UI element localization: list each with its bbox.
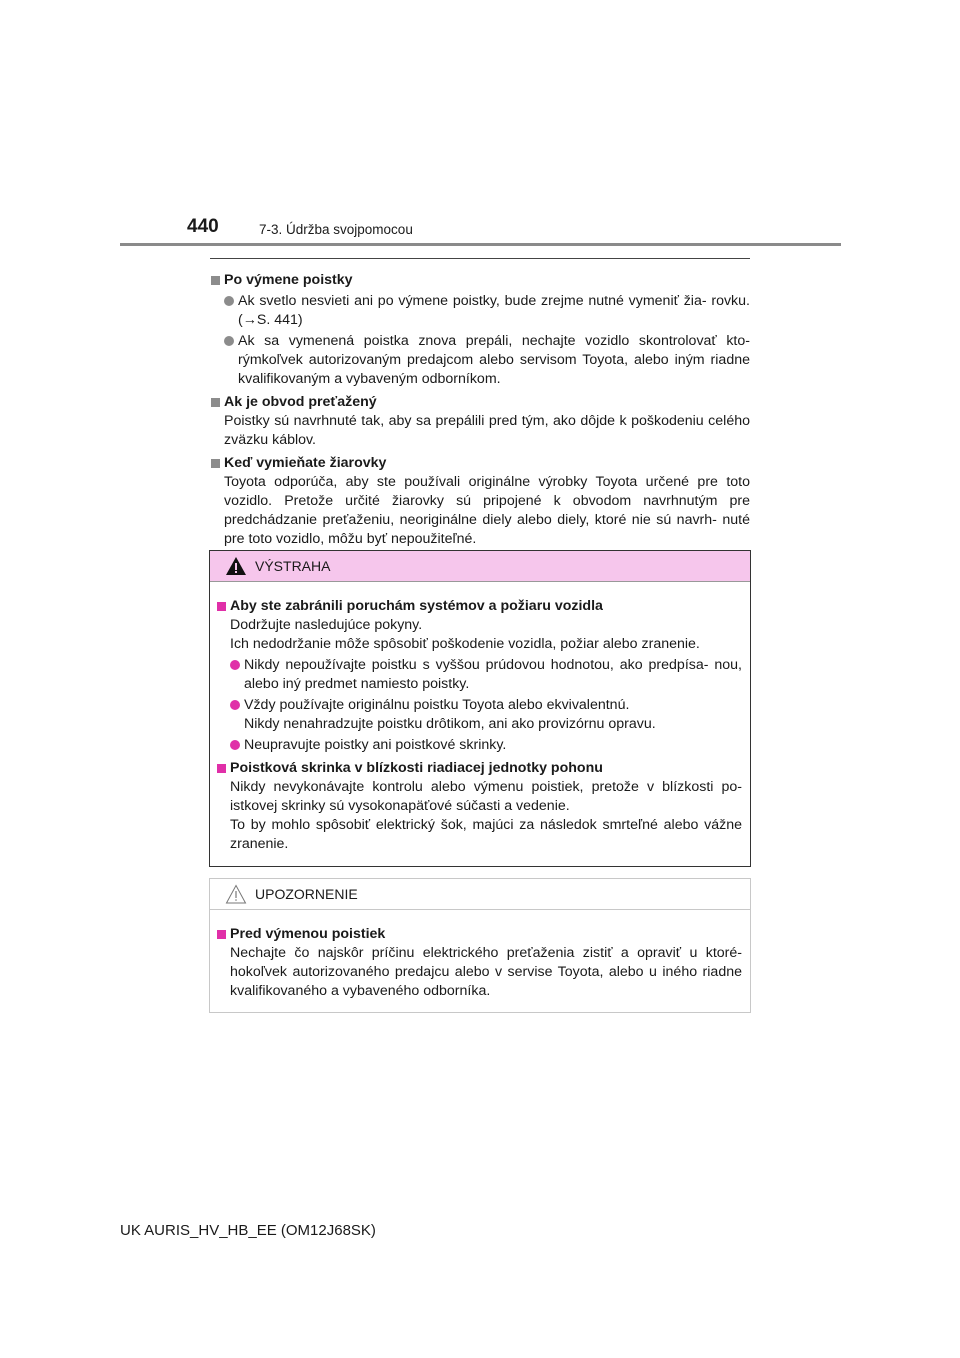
paragraph: Toyota odporúča, aby ste používali originálne výrobky Toyota určené pre toto vozidlo. Pretože určité žiarovky sú pripojené k obvodom navrhnutým pre predchádzanie preťaženiu, neoriginálne diely alebo diely, ktoré nie sú navrh- nuté pre toto vozidlo, môžu byť nepoužiteľné.	[224, 474, 750, 547]
bullet-item: Nikdy nepoužívajte poistku s vyššou prúdovou hodnotou, ako predpísa- nou, alebo iný predmet namiesto poistky.	[216, 656, 742, 694]
bullet-line: Vždy používajte originálnu poistku Toyota alebo ekvivalentnú.	[244, 697, 630, 713]
header-rule	[120, 243, 841, 246]
paragraph: Nechajte čo najskôr príčinu elektrického preťaženia zistiť a opraviť u ktoré- hokoľvek autorizovaného predajcu alebo v servise Toyota, alebo u iného riadne kvalifikovaného a vybaveného odborníka.	[230, 945, 742, 999]
paragraph: To by mohlo spôsobiť elektrický šok, majúci za následok smrteľné alebo vážne zranenie.	[230, 817, 742, 852]
bullet-item: Neupravujte poistky ani poistkové skrinky.	[216, 736, 742, 755]
warning-body	[210, 582, 750, 854]
notice-body	[210, 910, 750, 1001]
bullet-line: Nikdy nenahradzujte poistku drôtikom, ani ako provizórnu opravu.	[244, 716, 656, 732]
page-header	[120, 216, 840, 246]
warning-box	[209, 550, 751, 867]
paragraph: Dodržujte nasledujúce pokyny.	[230, 617, 423, 633]
bullet-item: Ak sa vymenená poistka znova prepáli, nechajte vozidlo skontrolovať kto- rýmkoľvek autorizovaným predajcom alebo servisom Toyota, alebo iným riadne kvalifikovaným a vybaveným odborníkom.	[210, 332, 750, 389]
warning-heading-2: Poistková skrinka v blízkosti riadiacej jednotky pohonu	[216, 759, 742, 778]
warning-triangle-icon	[225, 556, 247, 576]
section-title: 7-3. Údržba svojpomocou	[259, 222, 413, 237]
paragraph: Ich nedodržanie môže spôsobiť poškodenie vozidla, požiar alebo zranenie.	[230, 636, 700, 652]
paragraph: Poistky sú navrhnuté tak, aby sa prepálili pred tým, ako dôjde k poškodeniu celého zväzku káblov.	[224, 413, 750, 448]
heading-obvod-pretazeny: Ak je obvod preťažený	[210, 393, 750, 412]
bullet-item: Ak svetlo nesvieti ani po výmene poistky, bude zrejme nutné vymeniť žia- rovku. (→S. 441)	[210, 292, 750, 330]
caution-triangle-icon	[225, 884, 247, 904]
main-content	[210, 267, 750, 549]
content-top-rule	[210, 258, 750, 259]
warning-header	[210, 551, 750, 582]
page-number: 440	[187, 216, 219, 237]
warning-heading-1: Aby ste zabránili poruchám systémov a požiaru vozidla	[216, 597, 742, 616]
bullet-item	[216, 696, 742, 734]
notice-box	[209, 878, 751, 1013]
paragraph: Nikdy nevykonávajte kontrolu alebo výmenu poistiek, pretože v blízkosti po- istkovej skrinky sú vysokonapäťové súčasti a vedenie.	[230, 779, 742, 814]
notice-heading: Pred výmenou poistiek	[216, 925, 742, 944]
footer-doc-id: UK AURIS_HV_HB_EE (OM12J68SK)	[120, 1222, 376, 1239]
heading-vymiena-ziaroviek: Keď vymieňate žiarovky	[210, 454, 750, 473]
heading-po-vymene-poistky: Po výmene poistky	[210, 271, 750, 290]
notice-label: UPOZORNENIE	[255, 886, 358, 902]
warning-label: VÝSTRAHA	[255, 558, 331, 574]
notice-header	[210, 879, 750, 910]
